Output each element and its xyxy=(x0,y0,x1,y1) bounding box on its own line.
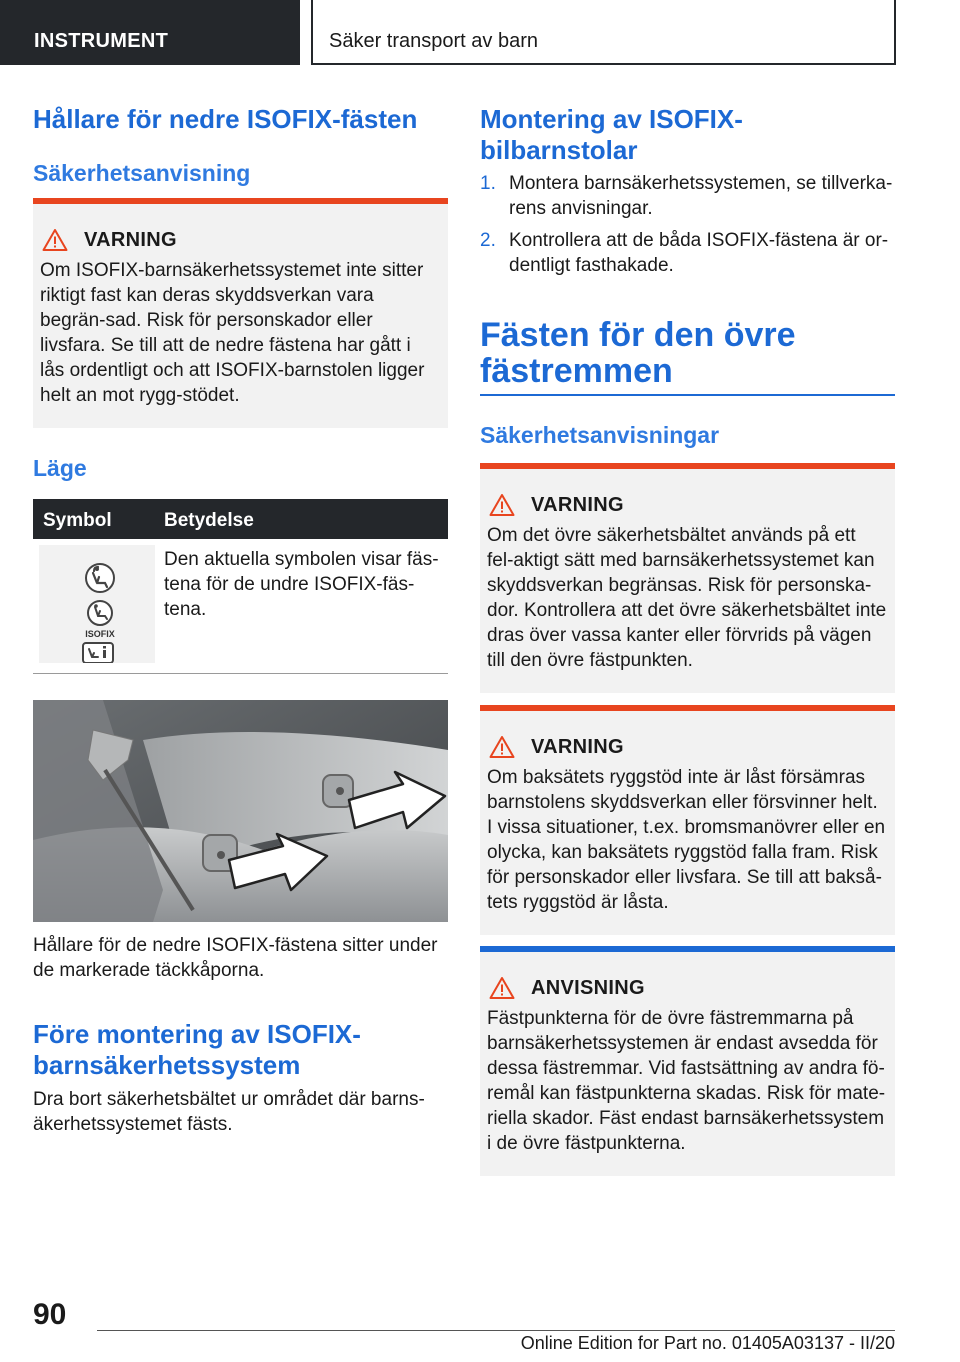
isofix-symbol-text: ISOFIX xyxy=(85,629,115,639)
col-meaning-header: Betydelse xyxy=(164,510,254,531)
seat-photo xyxy=(33,700,448,922)
warning-header xyxy=(489,735,887,759)
col-symbol-header: Symbol xyxy=(43,510,112,531)
top-tether-heading: Fästen för den övre fästremmen xyxy=(480,316,796,390)
before-mounting-text: Dra bort säkerhetsbältet ur området där barns-äkerhetssystemet fästs. xyxy=(33,1089,425,1135)
chapter-label: Säker transport av barn xyxy=(329,30,538,52)
note-title: ANVISNING xyxy=(531,976,645,999)
warning-box-backrest xyxy=(480,705,895,935)
warning-triangle-icon xyxy=(489,735,515,759)
warning-text: Om ISOFIX-barnsäkerhetssystemet inte sitter riktigt fast kan deras skyddsverkan vara begrän-sad. Risk för personskador eller livsfara. Se till att de nedre fästena har gått i lås ordentligt och att ISOFIX-barnstolen ligger helt an mot rygg-stödet. xyxy=(40,260,425,406)
mount-steps xyxy=(480,171,895,285)
note-box-tether-points xyxy=(480,946,895,1176)
page-number: 90 xyxy=(33,1298,67,1331)
warning-header xyxy=(42,228,440,252)
warning-title: VARNING xyxy=(531,493,624,516)
warning-title: VARNING xyxy=(84,228,177,251)
note-text: Fästpunkterna för de övre fästremmarna på barnsäkerhetssystemen är endast avsedda för dessa fästremmar. Vid fastsättning av andra fö-remål kan fästpunkterna skadas. Risk för mate-riella skador. Fäst endast barnsäkerhetssystem i de övre fästpunkterna. xyxy=(487,1008,886,1154)
isofix-seat-image xyxy=(33,700,448,922)
step-number: 2. xyxy=(480,230,496,251)
warning-text: Om det övre säkerhetsbältet används på ett fel-aktigt sätt med barnsäkerhetssystemet kan skyddsverkan begränsas. Risk för personska-dor. Kontrollera att det övre säkerhetsbältet inte dras över vassa kanter eller förvrids på vägen till den övre fästpunkten. xyxy=(487,525,887,671)
safety-note-subheading: Säkerhetsanvisning xyxy=(33,160,251,186)
before-mounting-heading: Före montering av ISOFIX-barnsäkerhetssystem xyxy=(33,1019,361,1080)
step-text: Montera barnsäkerhetssystemen, se tillverka-rens anvisningar. xyxy=(509,173,893,219)
location-heading: Läge xyxy=(33,455,87,481)
safety-notes-heading: Säkerhetsanvisningar xyxy=(480,422,720,448)
symbol-meaning: Den aktuella symbolen visar fäs-tena för de undre ISOFIX-fäs-tena. xyxy=(164,549,439,620)
warning-box-isofix xyxy=(33,198,448,428)
section-tab xyxy=(0,0,300,65)
symbol-table xyxy=(33,499,448,674)
isofix-symbols-icon xyxy=(39,545,155,663)
step-text: Kontrollera att de båda ISOFIX-fästena är or-dentligt fasthakade. xyxy=(509,230,889,276)
step-item xyxy=(480,228,895,278)
step-item xyxy=(480,171,895,221)
warning-text: Om baksätets ryggstöd inte är låst försämras barnstolens skyddsverkan eller försvinner helt. I vissa situationer, t.ex. bromsmanövrer eller en olycka, kan baksätets ryggstöd falla fram. Risk för personskador eller livsfara. Se till att bakså-tets ryggstöd är låsta. xyxy=(487,767,886,913)
step-number: 1. xyxy=(480,173,496,194)
photo-caption: Hållare för de nedre ISOFIX-fästena sitter under de markerade täckkåporna. xyxy=(33,935,438,981)
footer-rule xyxy=(97,1330,895,1331)
heading-rule xyxy=(480,394,895,396)
chapter-tab xyxy=(311,0,896,65)
isofix-holder-heading: Hållare för nedre ISOFIX-fästen xyxy=(33,104,418,134)
warning-box-tether xyxy=(480,463,895,693)
symbol-cell xyxy=(39,545,155,663)
warning-triangle-icon xyxy=(42,228,68,252)
edition-note: Online Edition for Part no. 01405A03137 - II/20 xyxy=(520,1333,895,1353)
table-row xyxy=(33,539,448,674)
mount-isofix-heading: Montering av ISOFIX-bilbarnstolar xyxy=(480,104,743,165)
table-header xyxy=(33,499,448,539)
warning-title: VARNING xyxy=(531,735,624,758)
warning-triangle-icon xyxy=(489,976,515,1000)
warning-triangle-icon xyxy=(489,493,515,517)
note-header xyxy=(489,976,887,1000)
warning-header xyxy=(489,493,887,517)
section-label: INSTRUMENT xyxy=(34,30,169,52)
